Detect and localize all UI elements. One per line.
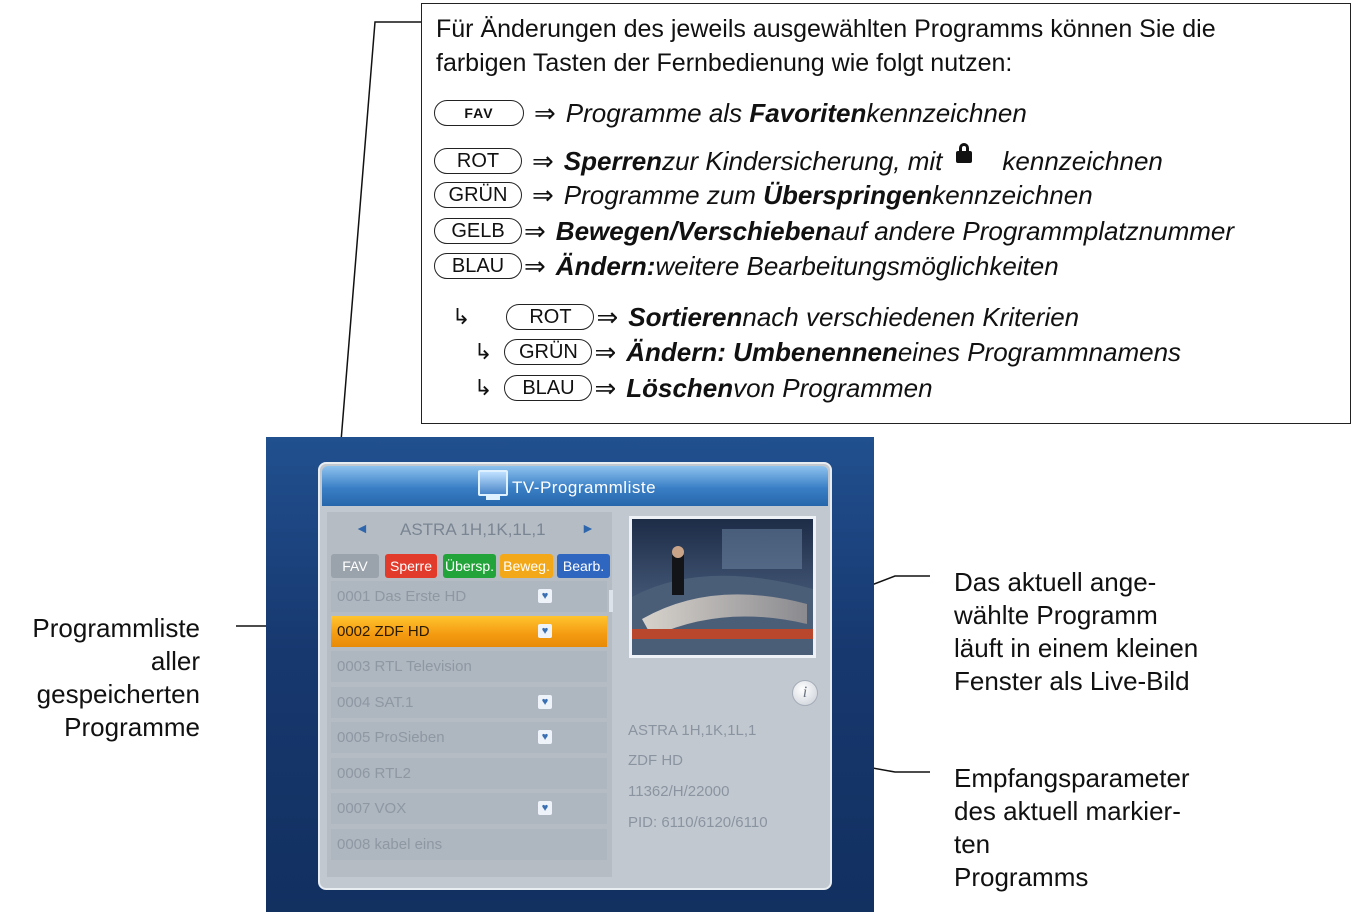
row-rot-bold: Sperren [563, 145, 663, 176]
subrow-rot [452, 300, 1079, 334]
live-preview-window [629, 516, 816, 658]
annotation-line: Das aktuell ange- [954, 567, 1157, 597]
row-gruen-bold: Überspringen [763, 179, 933, 210]
subrow-gruen-post: eines Programmnamens [897, 336, 1182, 367]
param-satellite: ASTRA 1H,1K,1L,1 [628, 722, 757, 739]
channel-label: 0008 kabel eins [337, 836, 443, 853]
window-title: TV-Programmliste [512, 478, 657, 497]
hook-arrow-icon: ↳ [452, 304, 471, 329]
annotation-line: aller [150, 646, 200, 676]
row-gelb [434, 214, 1234, 248]
row-rot-post2: kennzeichnen [1002, 145, 1163, 176]
annotation-reception-params [954, 762, 1190, 894]
arrow-icon: ⇒ [524, 250, 546, 281]
annotation-line: Programme [64, 712, 200, 742]
row-fav-pre: Programme als [565, 97, 743, 128]
channel-row[interactable] [331, 687, 607, 718]
row-gelb-bold: Bewegen/Verschieben [555, 215, 831, 246]
sub-rot-key: ROT [506, 304, 594, 330]
arrow-icon: ⇒ [534, 97, 556, 128]
channel-label: 0002 ZDF HD [337, 623, 430, 640]
row-gruen [434, 178, 1093, 212]
channel-row[interactable] [331, 722, 607, 753]
fav-button[interactable]: FAV [331, 554, 379, 578]
annotation-line: läuft in einem kleinen [954, 633, 1199, 663]
row-rot [434, 144, 1163, 178]
list-scrollbar[interactable] [609, 590, 613, 612]
channel-row[interactable] [331, 793, 607, 824]
satellite-prev-icon[interactable]: ◄ [355, 520, 369, 536]
subrow-gruen [474, 335, 1181, 369]
channel-label: 0006 RTL2 [337, 765, 411, 782]
channel-row[interactable] [331, 581, 607, 612]
satellite-name: ASTRA 1H,1K,1L,1 [400, 520, 546, 539]
subrow-blau-bold: Löschen [626, 372, 734, 403]
uebersp-button[interactable]: Übersp. [443, 554, 496, 578]
annotation-program-list [10, 612, 200, 744]
row-gruen-pre: Programme zum [563, 179, 756, 210]
blau-key: BLAU [434, 253, 522, 279]
param-frequency: 11362/H/22000 [628, 783, 730, 800]
subrow-blau-post: von Programmen [733, 372, 933, 403]
favorite-icon: ♥ [538, 589, 552, 603]
arrow-icon: ⇒ [596, 301, 619, 332]
row-rot-post: zur Kindersicherung, mit [662, 145, 943, 176]
annotation-line: des aktuell markier- [954, 796, 1181, 826]
intro-line-1: Für Änderungen des jeweils ausgewählten Programms können Sie die [436, 15, 1216, 43]
intro-line-2: farbigen Tasten der Fernbedienung wie folgt nutzen: [436, 49, 1013, 77]
subrow-rot-bold: Sortieren [628, 301, 743, 332]
channel-row[interactable] [331, 758, 607, 789]
annotation-line: Fenster als Live-Bild [954, 666, 1190, 696]
sperre-button[interactable]: Sperre [385, 554, 437, 578]
row-blau-post: weitere Bearbeitungsmöglichkeiten [655, 250, 1059, 281]
hook-arrow-icon: ↳ [474, 375, 493, 400]
favorite-icon: ♥ [538, 801, 552, 815]
beweg-button[interactable]: Beweg. [500, 554, 553, 578]
news-studio-image [632, 519, 813, 655]
row-fav-bold: Favoriten [749, 97, 867, 128]
rot-key: ROT [434, 148, 522, 174]
row-blau-bold: Ändern: [555, 250, 656, 281]
instruction-box [421, 3, 1351, 424]
annotation-line: gespeicherten [36, 679, 200, 709]
subrow-rot-post: nach verschiedenen Kriterien [742, 301, 1080, 332]
channel-label: 0007 VOX [337, 800, 407, 817]
row-gelb-post: auf andere Programmplatznummer [830, 215, 1235, 246]
bearb-button[interactable]: Bearb. [557, 554, 610, 578]
arrow-icon: ⇒ [532, 179, 554, 210]
gelb-key: GELB [434, 218, 522, 244]
channel-row[interactable] [331, 651, 607, 682]
favorite-icon: ♥ [538, 695, 552, 709]
tv-icon [478, 470, 508, 496]
info-icon[interactable]: i [792, 680, 818, 706]
row-fav [434, 96, 1027, 130]
hook-arrow-icon: ↳ [474, 339, 493, 364]
param-pid: PID: 6110/6120/6110 [628, 814, 768, 831]
satellite-next-icon[interactable]: ► [581, 520, 595, 536]
subrow-blau [474, 371, 933, 405]
gruen-key: GRÜN [434, 182, 522, 208]
annotation-line: ten [954, 829, 991, 859]
subrow-gruen-bold: Ändern: Umbenennen [626, 336, 898, 367]
row-blau [434, 249, 1059, 283]
row-gruen-post: kennzeichnen [932, 179, 1093, 210]
channel-label: 0005 ProSieben [337, 729, 445, 746]
fav-key: FAV [434, 100, 524, 126]
sub-blau-key: BLAU [504, 375, 592, 401]
channel-row[interactable] [331, 829, 607, 860]
channel-label: 0003 RTL Television [337, 658, 472, 675]
param-channel: ZDF HD [628, 752, 683, 769]
sub-gruen-key: GRÜN [504, 339, 592, 365]
arrow-icon: ⇒ [532, 145, 554, 176]
lock-icon [956, 143, 972, 163]
annotation-line: Empfangsparameter [954, 763, 1190, 793]
annotation-line: Programms [954, 862, 1089, 892]
arrow-icon: ⇒ [594, 336, 617, 367]
annotation-live-preview [954, 566, 1198, 698]
annotation-line: Programmliste [32, 613, 200, 643]
channel-row-selected[interactable] [331, 616, 607, 647]
channel-label: 0001 Das Erste HD [337, 588, 467, 605]
favorite-icon: ♥ [538, 624, 552, 638]
channel-label: 0004 SAT.1 [337, 694, 414, 711]
favorite-icon: ♥ [538, 730, 552, 744]
arrow-icon: ⇒ [594, 372, 617, 403]
arrow-icon: ⇒ [524, 215, 546, 246]
row-fav-post: kennzeichnen [866, 97, 1027, 128]
annotation-line: wählte Programm [954, 600, 1158, 630]
